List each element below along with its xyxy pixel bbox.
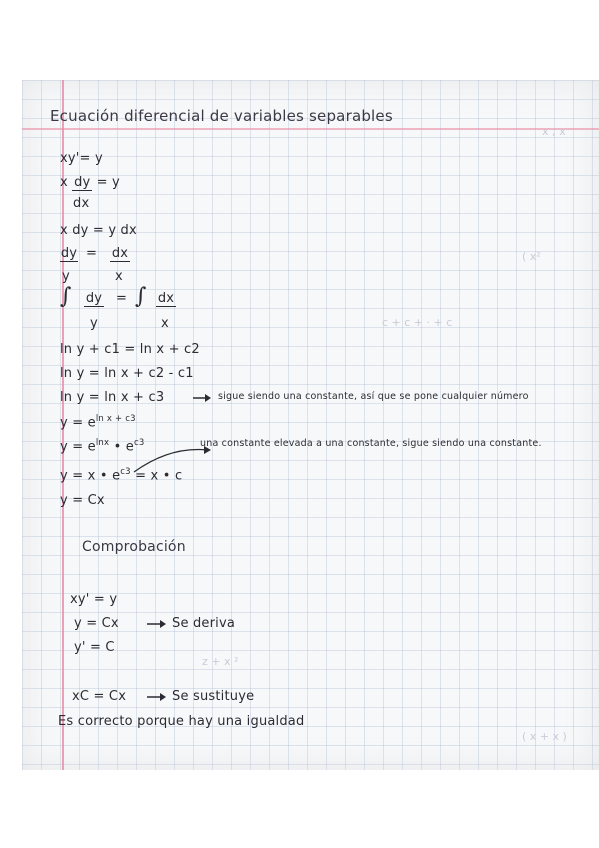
check-equation-1: xy' = y bbox=[70, 592, 118, 607]
equation-x-dy-y-dx: x dy = y dx bbox=[60, 223, 137, 238]
equation-exponential bbox=[60, 414, 136, 430]
arrow-icon bbox=[146, 619, 168, 629]
equation-x-dy-dx bbox=[60, 175, 120, 191]
note-constant: sigue siendo una constante, así que se pone cualquier número bbox=[218, 391, 529, 402]
show-through-mark: c + c + · + c bbox=[382, 316, 453, 329]
check-equation-2: y = Cx bbox=[74, 616, 119, 631]
eq4-denominator-x: x bbox=[115, 269, 123, 284]
integral-sign-right: ∫ bbox=[135, 284, 147, 309]
eq10-exponent-2: c3 bbox=[134, 438, 145, 448]
eq4-denominator-y: y bbox=[62, 269, 70, 284]
eq11-text: y = x • e bbox=[60, 468, 121, 484]
show-through-mark: ( x + x ) bbox=[522, 730, 567, 743]
check-equation-4: xC = Cx bbox=[72, 689, 127, 704]
eq4-numerator-dy: dy bbox=[60, 246, 78, 261]
eq10-exponent-1: lnx bbox=[95, 438, 110, 448]
eq11-exponent: c3 bbox=[120, 467, 131, 477]
eq5-numerator-dy: dy bbox=[85, 291, 103, 306]
check-equation-3: y' = C bbox=[74, 640, 115, 655]
equation-xy-prime: xy'= y bbox=[60, 151, 103, 166]
equation-final: y = Cx bbox=[60, 493, 105, 508]
eq4-numerator-dx: dx bbox=[111, 246, 129, 261]
page-header-line bbox=[22, 128, 599, 130]
eq5-denominator-x: x bbox=[161, 316, 169, 331]
conclusion-text: Es correcto porque hay una igualdad bbox=[58, 714, 305, 729]
page-title: Ecuación diferencial de variables separables bbox=[50, 107, 393, 125]
check-note-substitute: Se sustituye bbox=[172, 689, 255, 704]
check-heading: Comprobación bbox=[82, 539, 186, 555]
eq2-left: x bbox=[60, 175, 68, 190]
eq5-numerator-dx: dx bbox=[157, 291, 175, 306]
show-through-mark: x ; x bbox=[542, 125, 566, 138]
eq9-exponent: ln x + c3 bbox=[95, 414, 136, 424]
eq2-denominator: dx bbox=[73, 196, 90, 211]
eq4-equals: = bbox=[86, 246, 98, 261]
eq2-right: = y bbox=[96, 175, 120, 190]
arrow-icon bbox=[192, 393, 212, 403]
equation-ln-c2-minus-c1: ln y = ln x + c2 - c1 bbox=[60, 366, 194, 381]
show-through-mark: z + x ² bbox=[202, 655, 239, 668]
eq11-rest: = x • c bbox=[135, 468, 183, 484]
notebook-page bbox=[22, 80, 599, 770]
integral-sign-left: ∫ bbox=[60, 284, 72, 309]
equation-x-c bbox=[60, 467, 182, 483]
show-through-mark: ( x² bbox=[522, 250, 541, 263]
eq10-base: y = e bbox=[60, 439, 96, 455]
eq5-equals: = bbox=[116, 291, 128, 306]
arrow-icon bbox=[146, 692, 168, 702]
note-constant-power: una constante elevada a una constante, sigue siendo una constante. bbox=[200, 438, 542, 449]
eq2-numerator: dy bbox=[74, 175, 91, 190]
equation-ln-c3: ln y = ln x + c3 bbox=[60, 390, 165, 405]
eq10-mid: • e bbox=[113, 439, 134, 455]
check-note-derive: Se deriva bbox=[172, 616, 236, 631]
equation-ln-c1-c2: ln y + c1 = ln x + c2 bbox=[60, 342, 200, 357]
eq9-base: y = e bbox=[60, 415, 96, 431]
eq5-denominator-y: y bbox=[90, 316, 98, 331]
